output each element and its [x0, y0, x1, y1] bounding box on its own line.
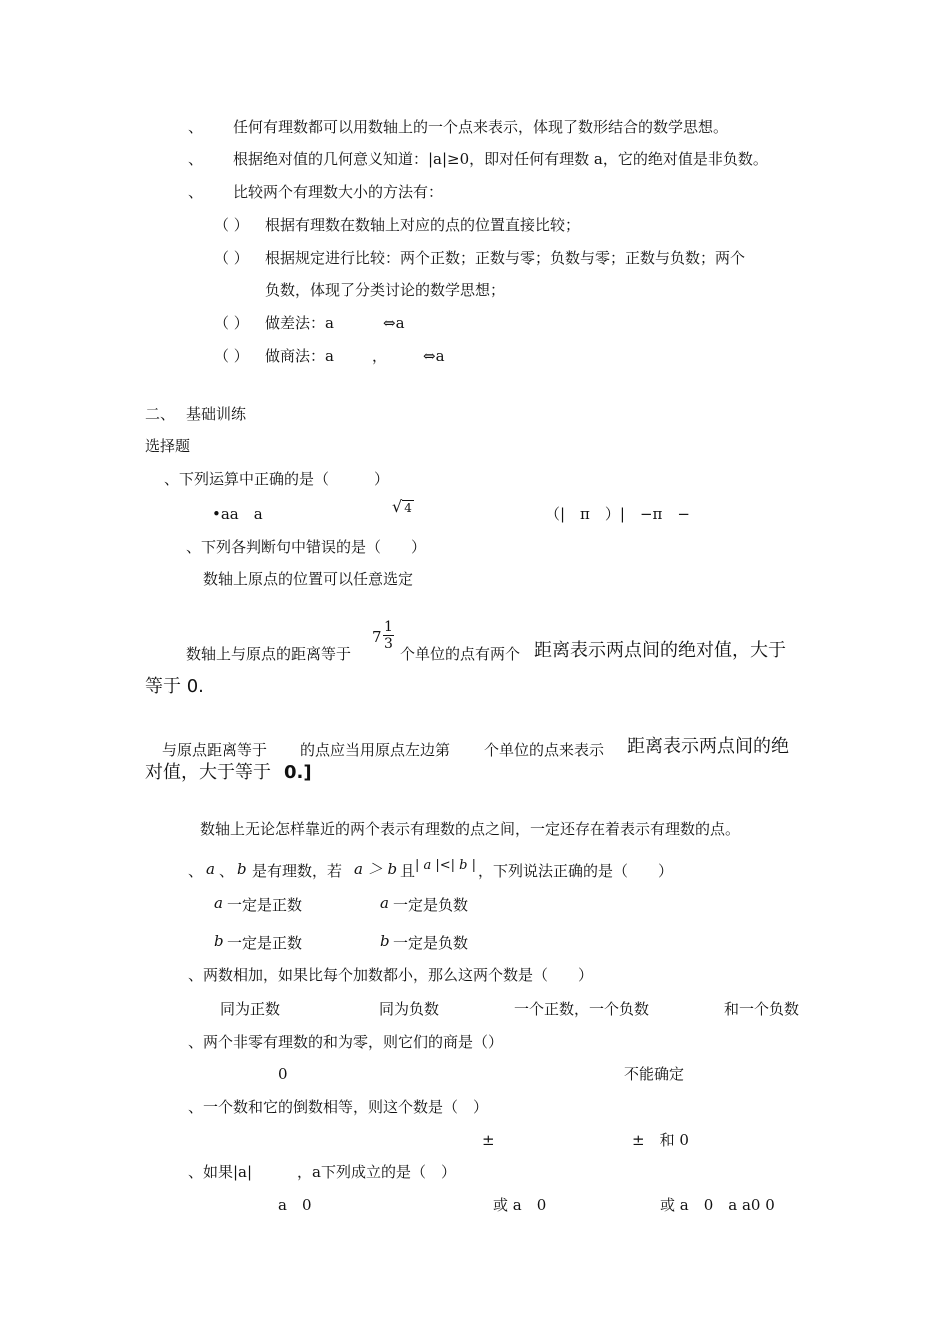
q5-option-a: 0	[278, 1065, 288, 1083]
q7-stem-b: ，a下列成立的是（ ）	[297, 1163, 456, 1181]
item-1-text: 任何有理数都可以用数轴上的一个点来表示，体现了数形结合的数学思想。	[233, 118, 729, 136]
q2-option-c-big: 距离表示两点间的绝	[627, 736, 789, 757]
q7-option-c: 或 a 0 a a0 0	[660, 1196, 775, 1214]
q2-option-b-line2: 等于 0.	[145, 676, 204, 697]
q2-option-b-post: 个单位的点有两个	[400, 645, 521, 663]
q2-fraction	[383, 619, 394, 652]
section-subtitle: 选择题	[145, 437, 191, 455]
q4-stem: 、两数相加，如果比每个加数都小，那么这两个数是（ ）	[188, 966, 594, 984]
q3-var-b: b	[237, 860, 247, 878]
q3-post: ，下列说法正确的是（ ）	[478, 862, 674, 880]
method-2-mark: （ ）	[214, 249, 249, 267]
q1-option-b: √ 4	[392, 497, 412, 516]
method-1-mark: （ ）	[214, 216, 249, 234]
q3-and: 且	[400, 862, 416, 880]
q3-option-c-text: 一定是正数	[227, 934, 303, 952]
q3-mid: 是有理数，若	[252, 862, 343, 880]
q2-option-a: 数轴上原点的位置可以任意选定	[203, 570, 414, 588]
q3-option-a-var: a	[214, 894, 223, 912]
q2-frac-numerator: 1	[384, 619, 393, 635]
q4-option-d: 和一个负数	[724, 1000, 800, 1018]
q3-option-a-text: 一定是正数	[227, 896, 303, 914]
q3-option-b-text: 一定是负数	[393, 896, 469, 914]
q3-cond2: | a |<| b |	[415, 858, 477, 873]
item-2-text: 根据绝对值的几何意义知道：|a|≥0，即对任何有理数 a，它的绝对值是非负数。	[233, 150, 768, 168]
method-3-text: 做差法：a	[265, 314, 334, 332]
item-1-mark: 、	[188, 118, 204, 136]
method-4-equiv: ⇔a	[423, 347, 445, 365]
q3-option-c-var: b	[214, 932, 224, 950]
q1-option-a: •aa a	[212, 505, 263, 523]
method-2-text: 根据规定进行比较：两个正数；正数与零；负数与零；正数与负数；两个	[265, 249, 746, 267]
q1-sqrt-value: 4	[404, 501, 412, 515]
q3-var-a: a	[206, 860, 215, 878]
q7-option-b: 或 a 0	[493, 1196, 547, 1214]
q3-option-d-text: 一定是负数	[393, 934, 469, 952]
q7-stem-a: 、如果|a|	[188, 1163, 253, 1181]
section-number: 二、	[145, 405, 176, 423]
section-title: 基础训练	[186, 405, 247, 423]
q2-option-d: 数轴上无论怎样靠近的两个表示有理数的点之间，一定还存在着表示有理数的点。	[200, 820, 741, 838]
q2-option-c-mid2: 个单位的点来表示	[484, 741, 605, 759]
method-4-comma: ，	[372, 347, 388, 365]
q4-option-a: 同为正数	[220, 1000, 281, 1018]
q2-option-c-line2a: 对值，大于等于	[145, 762, 271, 783]
q2-option-c-mid1: 的点应当用原点左边第	[300, 741, 451, 759]
q7-option-a: a 0	[278, 1196, 312, 1214]
item-3-text: 比较两个有理数大小的方法有：	[233, 183, 444, 201]
item-2-mark: 、	[188, 150, 204, 168]
q6-stem: 、一个数和它的倒数相等，则这个数是（ ）	[188, 1098, 489, 1116]
method-3-mark: （ ）	[214, 314, 249, 332]
method-2-text-line2: 负数，体现了分类讨论的数学思想；	[265, 281, 506, 299]
q5-option-b: 不能确定	[624, 1065, 685, 1083]
q2-option-b-big: 距离表示两点间的绝对值，大于	[534, 640, 786, 661]
q3-option-b-var: a	[380, 894, 389, 912]
q5-stem: 、两个非零有理数的和为零，则它们的商是（）	[188, 1033, 504, 1051]
method-4-mark: （ ）	[214, 347, 249, 365]
q1-option-c: （| π ）| −π −	[545, 505, 690, 523]
q2-frac-whole: 7	[372, 628, 382, 646]
q6-option-b: ± 和 0	[632, 1131, 689, 1149]
q2-frac-denominator: 3	[384, 636, 393, 652]
q2-option-c-pre: 与原点距离等于	[162, 741, 268, 759]
method-3-equiv: ⇔a	[383, 314, 405, 332]
q2-option-b-pre: 数轴上与原点的距离等于	[186, 645, 352, 663]
q2-stem: 、下列各判断句中错误的是（ ）	[186, 538, 427, 556]
q3-sep: 、	[219, 862, 235, 880]
q3-cond1: a ＞ b	[354, 860, 398, 878]
method-1-text: 根据有理数在数轴上对应的点的位置直接比较；	[265, 216, 581, 234]
q1-stem: 、下列运算中正确的是（ ）	[164, 470, 390, 488]
q3-option-d-var: b	[380, 932, 390, 950]
method-4-text: 做商法：a	[265, 347, 334, 365]
q6-option-a: ±	[482, 1131, 495, 1149]
item-3-mark: 、	[188, 183, 204, 201]
q3-pre: 、	[188, 862, 204, 880]
q4-option-c: 一个正数，一个负数	[514, 1000, 650, 1018]
q2-option-c-line2b: 0.]	[284, 762, 312, 783]
q4-option-b: 同为负数	[379, 1000, 440, 1018]
